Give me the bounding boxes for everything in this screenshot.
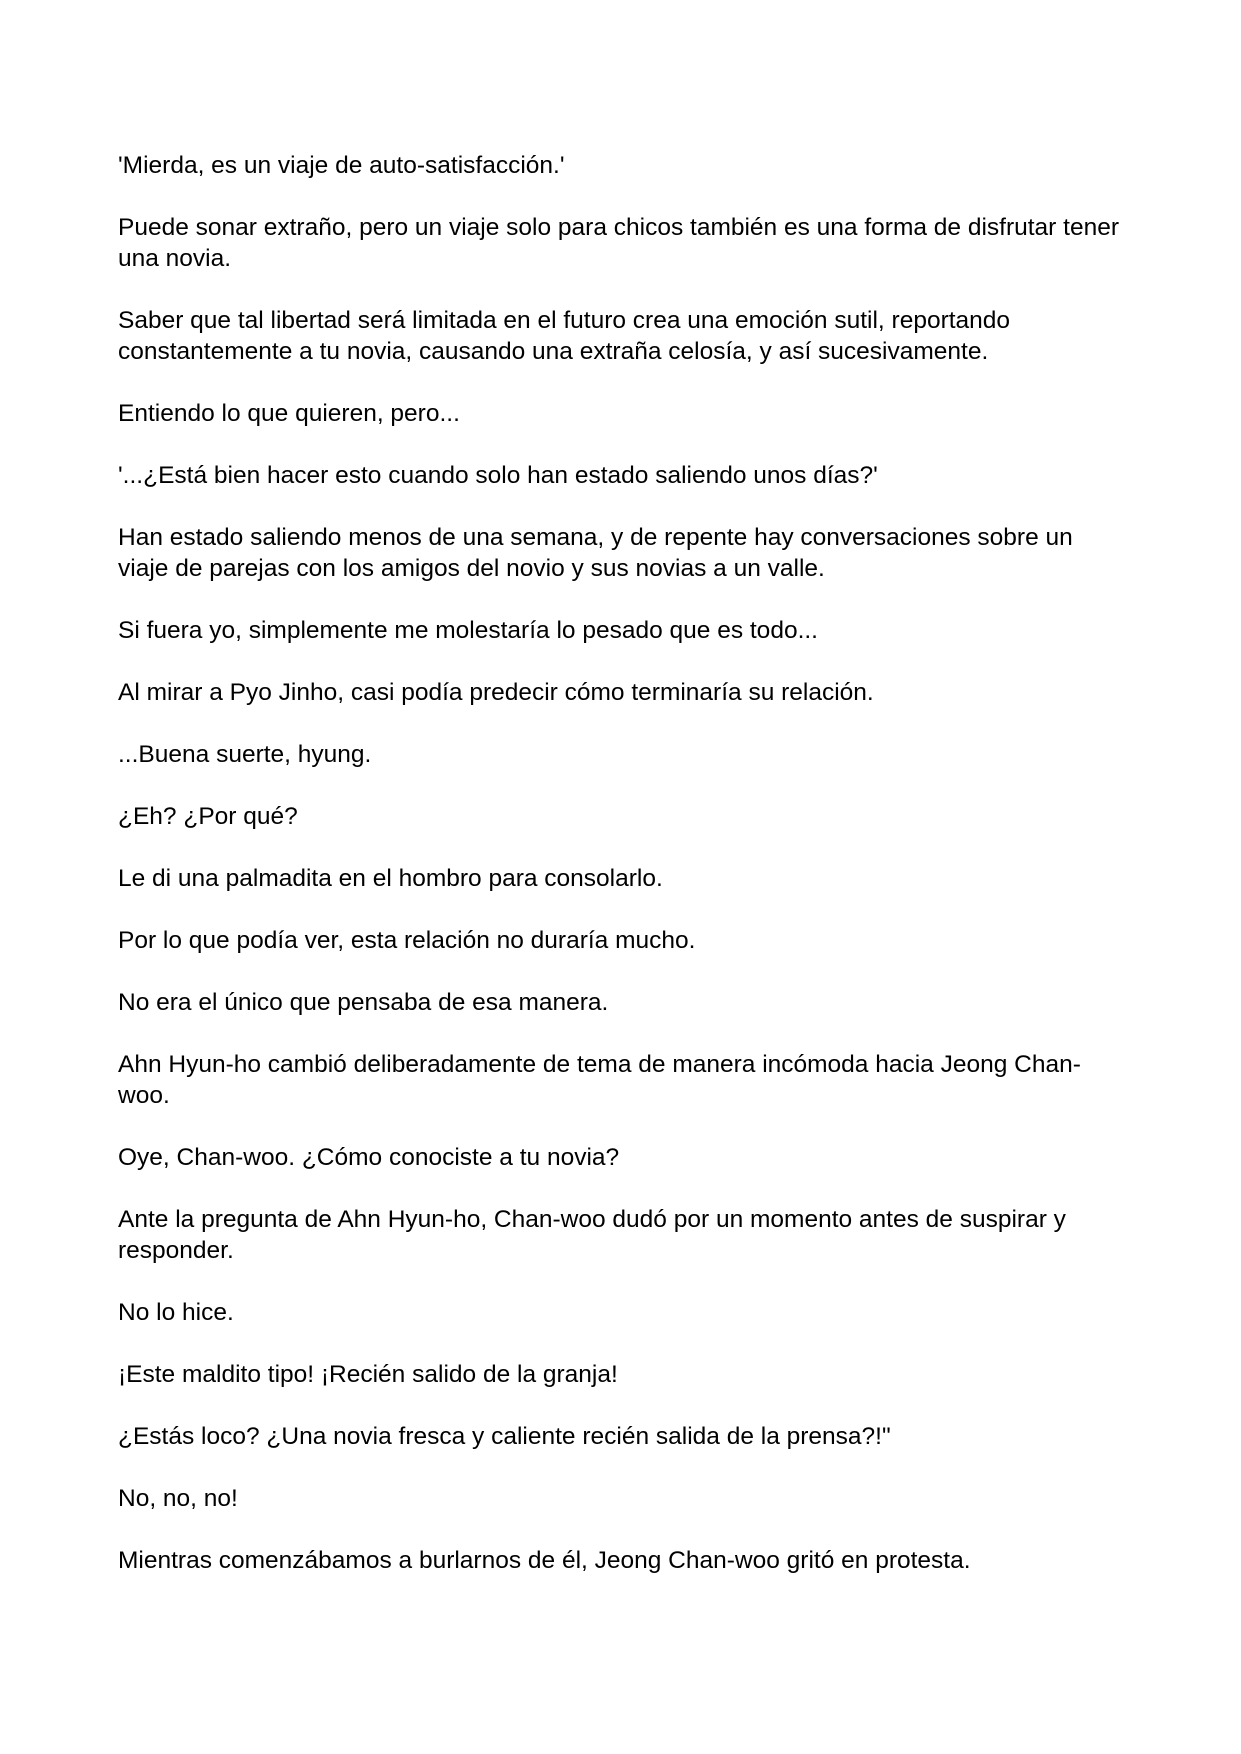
paragraph: ¿Estás loco? ¿Una novia fresca y caliente recién salida de la prensa?!" <box>118 1423 891 1450</box>
paragraph: Le di una palmadita en el hombro para consolarlo. <box>118 865 663 892</box>
paragraph: No era el único que pensaba de esa manera. <box>118 989 609 1016</box>
document-body <box>118 150 1128 1607</box>
paragraph: Mientras comenzábamos a burlarnos de él, Jeong Chan-woo gritó en protesta. <box>118 1547 971 1574</box>
paragraph: Puede sonar extraño, pero un viaje solo para chicos también es una forma de disfrutar tener una novia. <box>118 214 1119 272</box>
paragraph: Ahn Hyun-ho cambió deliberadamente de tema de manera incómoda hacia Jeong Chan-woo. <box>118 1051 1081 1109</box>
paragraph: Ante la pregunta de Ahn Hyun-ho, Chan-woo dudó por un momento antes de suspirar y responder. <box>118 1206 1066 1264</box>
paragraph: ...Buena suerte, hyung. <box>118 741 372 768</box>
paragraph: 'Mierda, es un viaje de auto-satisfacción.' <box>118 152 565 179</box>
paragraph: No lo hice. <box>118 1299 234 1326</box>
paragraph: Por lo que podía ver, esta relación no duraría mucho. <box>118 927 696 954</box>
paragraph: Si fuera yo, simplemente me molestaría lo pesado que es todo... <box>118 617 818 644</box>
paragraph: '...¿Está bien hacer esto cuando solo han estado saliendo unos días?' <box>118 462 878 489</box>
paragraph: ¡Este maldito tipo! ¡Recién salido de la granja! <box>118 1361 618 1388</box>
paragraph: Entiendo lo que quieren, pero... <box>118 400 460 427</box>
paragraph: Han estado saliendo menos de una semana, y de repente hay conversaciones sobre un viaje de parejas con los amigos del novio y sus novias a un valle. <box>118 524 1073 582</box>
paragraph: No, no, no! <box>118 1485 238 1512</box>
paragraph: Al mirar a Pyo Jinho, casi podía predecir cómo terminaría su relación. <box>118 679 874 706</box>
paragraph: Saber que tal libertad será limitada en el futuro crea una emoción sutil, reportando constantemente a tu novia, causando una extraña celosía, y así sucesivamente. <box>118 307 1011 365</box>
paragraph: ¿Eh? ¿Por qué? <box>118 803 298 830</box>
paragraph: Oye, Chan-woo. ¿Cómo conociste a tu novia? <box>118 1144 620 1171</box>
